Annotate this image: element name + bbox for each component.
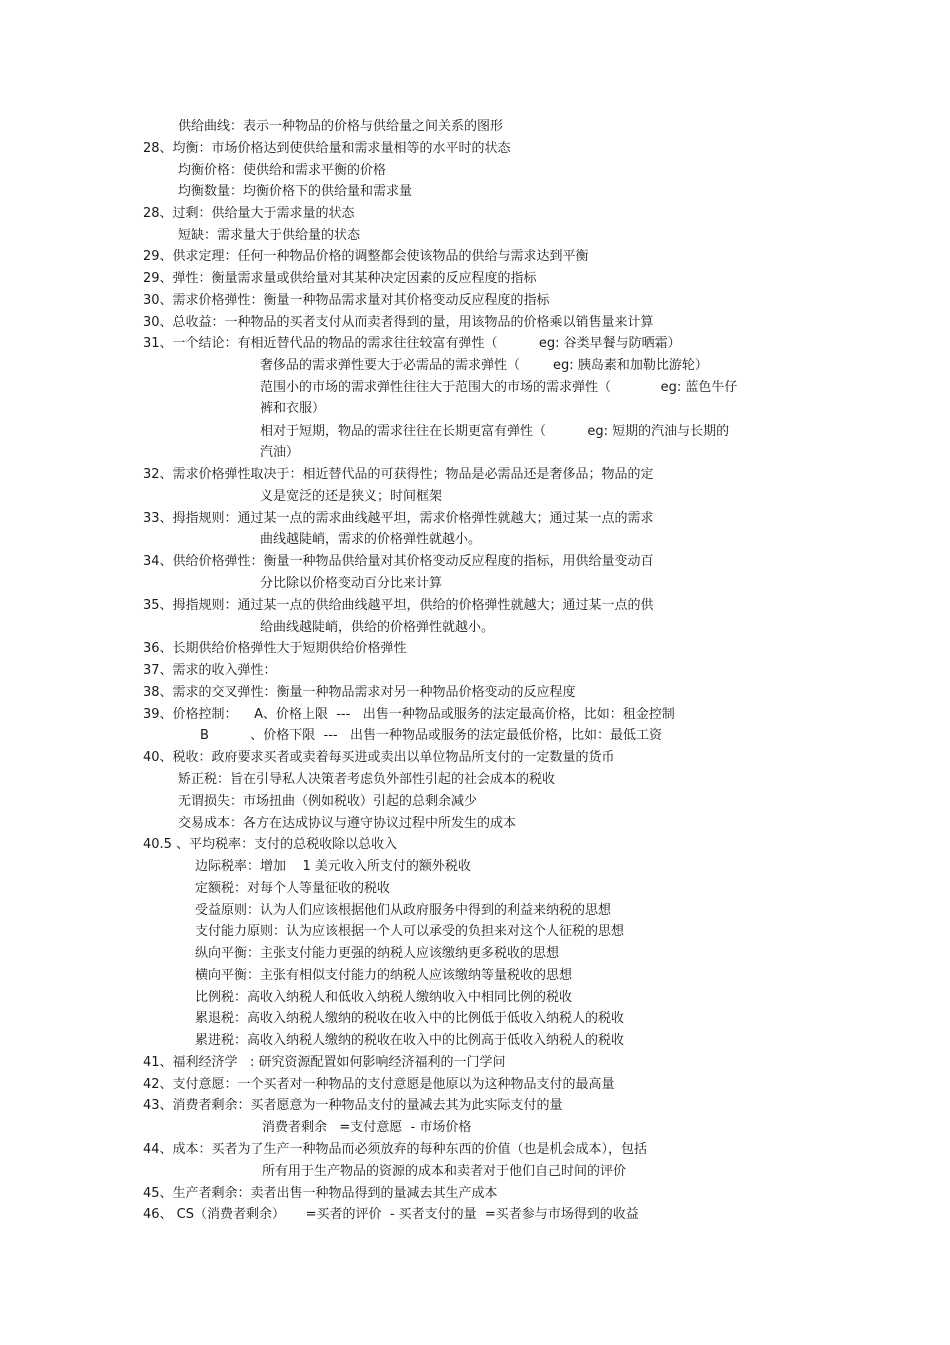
text-line: 支付能力原则：认为应该根据一个人可以承受的负担来对这个人征税的思想 xyxy=(195,924,625,939)
text-line: 裤和衣服） xyxy=(260,401,326,416)
text-line: 范围小的市场的需求弹性往往大于范围大的市场的需求弹性（ eg: 蓝色牛仔 xyxy=(260,380,738,395)
text-line: 分比除以价格变动百分比来计算 xyxy=(260,576,443,591)
text-line: 累退税：高收入纳税人缴纳的税收在收入中的比例低于低收入纳税人的税收 xyxy=(195,1011,625,1026)
text-line: 供给曲线：表示一种物品的价格与供给量之间关系的图形 xyxy=(178,119,504,134)
text-line: 汽油） xyxy=(260,445,300,460)
text-line: 39、价格控制： A、价格上限 --- 出售一种物品或服务的法定最高价格，比如：租金控制 xyxy=(143,707,675,722)
text-line: 31、一个结论：有相近替代品的物品的需求往往较富有弹性（ eg: 谷类早餐与防晒霜） xyxy=(143,336,681,351)
text-line: 33、拇指规则：通过某一点的需求曲线越平坦，需求价格弹性就越大；通过某一点的需求 xyxy=(143,511,654,526)
text-line: 受益原则：认为人们应该根据他们从政府服务中得到的利益来纳税的思想 xyxy=(195,903,612,918)
text-line: 短缺：需求量大于供给量的状态 xyxy=(178,228,361,243)
text-line: 相对于短期，物品的需求往往在长期更富有弹性（ eg: 短期的汽油与长期的 xyxy=(260,424,730,439)
text-line: 44、成本：买者为了生产一种物品而必须放弃的每种东西的价值（也是机会成本），包括 xyxy=(143,1142,648,1157)
text-line: B 、价格下限 --- 出售一种物品或服务的法定最低价格，比如：最低工资 xyxy=(200,728,662,743)
text-line: 曲线越陡峭，需求的价格弹性就越小。 xyxy=(260,532,482,547)
text-line: 消费者剩余 =支付意愿 - 市场价格 xyxy=(262,1120,472,1135)
text-line: 交易成本：各方在达成协议与遵守协议过程中所发生的成本 xyxy=(178,816,517,831)
text-line: 41、福利经济学 : 研究资源配置如何影响经济福利的一门学问 xyxy=(143,1055,506,1070)
text-line: 43、消费者剩余：买者愿意为一种物品支付的量减去其为此实际支付的量 xyxy=(143,1098,563,1113)
text-line: 定额税：对每个人等量征收的税收 xyxy=(195,881,391,896)
text-line: 30、需求价格弹性：衡量一种物品需求量对其价格变动反应程度的指标 xyxy=(143,293,550,308)
text-line: 32、需求价格弹性取决于：相近替代品的可获得性；物品是必需品还是奢侈品；物品的定 xyxy=(143,467,654,482)
text-line: 37、需求的收入弹性： xyxy=(143,663,277,678)
text-line: 38、需求的交叉弹性：衡量一种物品需求对另一种物品价格变动的反应程度 xyxy=(143,685,576,700)
text-line: 29、弹性：衡量需求量或供给量对其某种决定因素的反应程度的指标 xyxy=(143,271,537,286)
text-line: 比例税：高收入纳税人和低收入纳税人缴纳收入中相同比例的税收 xyxy=(195,990,573,1005)
text-line: 42、支付意愿：一个买者对一种物品的支付意愿是他原以为这种物品支付的最高量 xyxy=(143,1077,615,1092)
text-line: 28、过剩：供给量大于需求量的状态 xyxy=(143,206,355,221)
text-line: 累进税：高收入纳税人缴纳的税收在收入中的比例高于低收入纳税人的税收 xyxy=(195,1033,625,1048)
text-line: 横向平衡：主张有相似支付能力的纳税人应该缴纳等量税收的思想 xyxy=(195,968,573,983)
text-line: 30、总收益：一种物品的买者支付从而卖者得到的量，用该物品的价格乘以销售量来计算 xyxy=(143,315,654,330)
text-line: 46、 CS（消费者剩余） =买者的评价 - 买者支付的量 =买者参与市场得到的收益 xyxy=(143,1207,639,1222)
text-line: 40、税收：政府要求买者或卖着每买进或卖出以单位物品所支付的一定数量的货币 xyxy=(143,750,615,765)
text-line: 36、长期供给价格弹性大于短期供给价格弹性 xyxy=(143,641,407,656)
text-line: 所有用于生产物品的资源的成本和卖者对于他们自己时间的评价 xyxy=(262,1164,627,1179)
text-line: 45、生产者剩余：卖者出售一种物品得到的量减去其生产成本 xyxy=(143,1186,498,1201)
text-line: 纵向平衡：主张支付能力更强的纳税人应该缴纳更多税收的思想 xyxy=(195,946,560,961)
text-line: 无谓损失：市场扭曲（例如税收）引起的总剩余减少 xyxy=(178,794,478,809)
text-line: 边际税率：增加 1 美元收入所支付的额外税收 xyxy=(195,859,471,874)
text-line: 35、拇指规则：通过某一点的供给曲线越平坦，供给的价格弹性就越大；通过某一点的供 xyxy=(143,598,654,613)
text-line: 奢侈品的需求弹性要大于必需品的需求弹性（ eg: 胰岛素和加勒比游轮） xyxy=(260,358,708,373)
text-line: 给曲线越陡峭，供给的价格弹性就越小。 xyxy=(260,620,495,635)
text-line: 40.5 、平均税率：支付的总税收除以总收入 xyxy=(143,837,398,852)
text-line: 均衡价格：使供给和需求平衡的价格 xyxy=(178,163,387,178)
text-line: 29、供求定理：任何一种物品价格的调整都会使该物品的供给与需求达到平衡 xyxy=(143,249,589,264)
text-line: 义是宽泛的还是狭义；时间框架 xyxy=(260,489,443,504)
text-line: 28、均衡：市场价格达到使供给量和需求量相等的水平时的状态 xyxy=(143,141,511,156)
text-line: 均衡数量：均衡价格下的供给量和需求量 xyxy=(178,184,413,199)
text-line: 矫正税：旨在引导私人决策者考虑负外部性引起的社会成本的税收 xyxy=(178,772,556,787)
text-line: 34、供给价格弹性：衡量一种物品供给量对其价格变动反应程度的指标，用供给量变动百 xyxy=(143,554,654,569)
